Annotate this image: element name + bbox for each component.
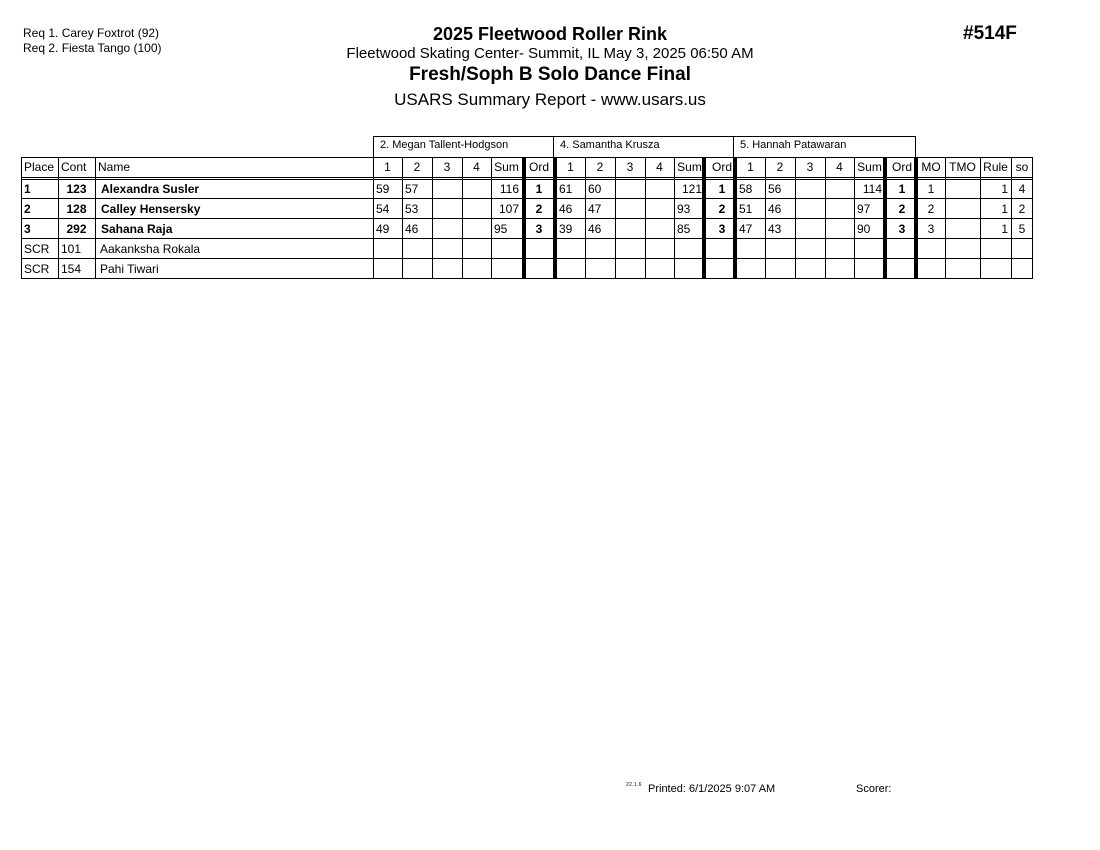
j1-s3-cell <box>432 180 462 200</box>
j3-ord-cell <box>888 260 916 280</box>
column-header-mo: MO <box>921 160 941 174</box>
j2-s2-cell <box>585 240 615 260</box>
cont-cell: 123 <box>66 182 87 196</box>
judge-header-2: 4. Samantha Krusza <box>553 136 734 158</box>
j1-s4-cell <box>462 200 491 220</box>
j2-s2-cell <box>585 260 615 280</box>
skater-name: Aakanksha Rokala <box>100 242 201 256</box>
j2-s3-cell <box>615 180 645 200</box>
j3-s2-cell <box>765 260 795 280</box>
competition-title: 2025 Fleetwood Roller Rink <box>432 24 668 44</box>
j3-sum-cell <box>854 260 885 280</box>
place-cell: 3 <box>24 222 31 236</box>
j3-ord-cell: 3 <box>898 222 906 236</box>
column-divider <box>585 157 586 279</box>
j1-s2-cell: 53 <box>405 202 419 216</box>
j2-s2-cell: 60 <box>588 182 602 196</box>
j1-s2-cell <box>402 240 432 260</box>
skater-name: Pahi Tiwari <box>100 262 159 276</box>
ord-column-border <box>883 158 887 279</box>
header-divider-2 <box>21 179 1033 180</box>
column-header-so: so <box>1015 160 1029 174</box>
mo-cell <box>917 240 945 260</box>
place-cell: 2 <box>24 202 31 216</box>
skater-name: Calley Hensersky <box>101 202 201 216</box>
mo-cell: 1 <box>927 182 935 196</box>
j2-s1-cell <box>556 260 585 280</box>
j3-sum-cell <box>854 240 885 260</box>
skater-name: Sahana Raja <box>101 222 173 236</box>
row-divider <box>21 278 1033 279</box>
ord-column-border <box>522 158 526 279</box>
event-number: #514F <box>963 23 1017 44</box>
j2-ord-cell: 1 <box>718 182 726 196</box>
required-dance-1: Req 1. Carey Foxtrot (92) <box>23 26 160 40</box>
row-divider <box>21 258 1033 259</box>
j3-s1-cell: 58 <box>739 182 753 196</box>
column-header-j2-s3: 3 <box>626 160 634 174</box>
so-cell: 4 <box>1018 182 1026 196</box>
rule-cell: 1 <box>1001 182 1008 196</box>
j2-s1-cell: 61 <box>559 182 573 196</box>
table-top-border <box>21 157 1033 158</box>
j2-sum-cell: 85 <box>677 222 691 236</box>
cont-cell: 292 <box>66 222 87 236</box>
j2-sum-cell: 121 <box>681 182 702 196</box>
column-divider <box>615 157 616 279</box>
column-header-rule: Rule <box>983 160 1008 174</box>
mo-cell: 3 <box>927 222 935 236</box>
j1-s2-cell: 57 <box>405 182 419 196</box>
j2-s4-cell <box>645 260 674 280</box>
j1-s3-cell <box>432 220 462 240</box>
j1-sum-cell: 95 <box>494 222 508 236</box>
j1-s2-cell <box>402 260 432 280</box>
column-divider <box>945 157 946 279</box>
row-divider <box>21 218 1033 219</box>
j2-s1-cell: 39 <box>559 222 573 236</box>
j1-s3-cell <box>432 200 462 220</box>
j2-s3-cell <box>615 200 645 220</box>
rule-cell <box>980 240 1011 260</box>
place-cell: 1 <box>24 182 31 196</box>
so-cell <box>1011 260 1033 280</box>
j3-sum-cell: 97 <box>857 202 871 216</box>
column-header-j3-s1: 1 <box>747 160 754 174</box>
column-divider <box>402 157 403 279</box>
venue-line: Fleetwood Skating Center- Summit, IL May 3, 2025 06:50 AM <box>346 45 754 62</box>
j3-s4-cell <box>825 200 854 220</box>
j3-s2-cell <box>765 240 795 260</box>
j3-ord-cell <box>888 240 916 260</box>
tmo-cell <box>945 200 980 220</box>
scorer-label: Scorer: <box>856 783 892 795</box>
column-header-j3-sum: Sum <box>857 160 882 174</box>
event-title: Fresh/Soph B Solo Dance Final <box>409 64 691 85</box>
j2-s4-cell <box>645 240 674 260</box>
j1-ord-cell: 1 <box>535 182 543 196</box>
column-header-j1-s3: 3 <box>443 160 451 174</box>
place-cell: SCR <box>24 262 50 276</box>
j1-ord-cell <box>525 260 553 280</box>
j1-s1-cell <box>373 260 402 280</box>
j3-s2-cell: 43 <box>768 222 782 236</box>
j3-s1-cell <box>736 260 765 280</box>
skater-name: Alexandra Susler <box>101 182 200 196</box>
j3-s4-cell <box>825 180 854 200</box>
tmo-cell <box>945 220 980 240</box>
cont-cell: 128 <box>66 202 87 216</box>
j3-s1-cell: 51 <box>739 202 753 216</box>
j3-s3-cell <box>795 200 825 220</box>
j1-s1-cell <box>373 240 402 260</box>
column-header-j2-s1: 1 <box>567 160 574 174</box>
j3-s3-cell <box>795 240 825 260</box>
column-header-j3-s3: 3 <box>806 160 814 174</box>
j1-s3-cell <box>432 260 462 280</box>
j2-s4-cell <box>645 220 674 240</box>
j2-s3-cell <box>615 240 645 260</box>
j2-s4-cell <box>645 200 674 220</box>
j2-s4-cell <box>645 180 674 200</box>
row-divider <box>21 238 1033 239</box>
column-divider <box>854 157 855 279</box>
column-header-j1-s2: 2 <box>413 160 421 174</box>
mo-cell <box>917 260 945 280</box>
column-divider <box>491 157 492 279</box>
j1-s4-cell <box>462 260 491 280</box>
j1-s4-cell <box>462 240 491 260</box>
j1-ord-cell: 3 <box>535 222 543 236</box>
report-title: USARS Summary Report - www.usars.us <box>394 90 706 109</box>
j3-s1-cell <box>736 240 765 260</box>
j3-ord-cell: 2 <box>898 202 906 216</box>
j1-sum-cell <box>491 260 522 280</box>
j3-s4-cell <box>825 220 854 240</box>
so-cell: 5 <box>1018 222 1026 236</box>
judge-header-3: 5. Hannah Patawaran <box>733 136 916 158</box>
j3-s3-cell <box>795 220 825 240</box>
j2-sum-cell <box>674 260 705 280</box>
tmo-cell <box>945 240 980 260</box>
so-cell: 2 <box>1018 202 1026 216</box>
cont-cell: 101 <box>61 242 82 256</box>
j3-s4-cell <box>825 260 854 280</box>
ord-column-border <box>702 158 706 279</box>
column-divider <box>765 157 766 279</box>
j2-ord-cell <box>708 240 736 260</box>
j2-s2-cell: 47 <box>588 202 602 216</box>
column-divider <box>462 157 463 279</box>
j3-sum-cell: 90 <box>857 222 871 236</box>
j3-ord-cell: 1 <box>898 182 906 196</box>
mo-cell: 2 <box>927 202 935 216</box>
required-dance-2: Req 2. Fiesta Tango (100) <box>23 41 162 55</box>
row-divider <box>21 198 1033 199</box>
column-header-cont: Cont <box>61 160 87 174</box>
j2-s3-cell <box>615 220 645 240</box>
header-divider <box>21 177 1033 178</box>
software-version: 22.1.6 <box>626 782 642 788</box>
j2-ord-cell: 3 <box>718 222 726 236</box>
j2-s2-cell: 46 <box>588 222 602 236</box>
column-header-j2-ord: Ord <box>711 160 732 174</box>
j2-sum-cell <box>674 240 705 260</box>
column-divider <box>58 157 59 279</box>
ord-column-border <box>733 158 737 279</box>
j3-s4-cell <box>825 240 854 260</box>
rule-cell: 1 <box>1001 222 1008 236</box>
j1-s1-cell: 49 <box>376 222 390 236</box>
tmo-cell <box>945 260 980 280</box>
j2-s3-cell <box>615 260 645 280</box>
rule-cell <box>980 260 1011 280</box>
j3-s3-cell <box>795 260 825 280</box>
column-divider <box>980 157 981 279</box>
column-header-j1-s4: 4 <box>473 160 480 174</box>
column-divider <box>1032 157 1033 279</box>
j2-ord-cell <box>708 260 736 280</box>
column-divider <box>674 157 675 279</box>
j1-ord-cell: 2 <box>535 202 543 216</box>
j1-s4-cell <box>462 220 491 240</box>
column-header-j1-ord: Ord <box>528 160 549 174</box>
ord-column-border <box>553 158 557 279</box>
rule-cell: 1 <box>1001 202 1008 216</box>
ord-column-border <box>914 158 918 279</box>
j3-s2-cell: 56 <box>768 182 782 196</box>
place-cell: SCR <box>24 242 50 256</box>
j3-s3-cell <box>795 180 825 200</box>
j1-s3-cell <box>432 240 462 260</box>
column-header-j3-s2: 2 <box>776 160 784 174</box>
j1-sum-cell <box>491 240 522 260</box>
column-header-j2-s2: 2 <box>596 160 604 174</box>
j3-s2-cell: 46 <box>768 202 782 216</box>
j3-s1-cell: 47 <box>739 222 753 236</box>
column-divider <box>645 157 646 279</box>
cont-cell: 154 <box>61 262 82 276</box>
j1-s2-cell: 46 <box>405 222 419 236</box>
j1-s1-cell: 54 <box>376 202 390 216</box>
column-header-name: Name <box>98 160 131 174</box>
so-cell <box>1011 240 1033 260</box>
j1-ord-cell <box>525 240 553 260</box>
j1-sum-cell: 116 <box>499 182 519 196</box>
column-header-j1-s1: 1 <box>384 160 391 174</box>
judge-header-1: 2. Megan Tallent-Hodgson <box>373 136 554 158</box>
column-header-j2-sum: Sum <box>677 160 702 174</box>
j2-s1-cell: 46 <box>559 202 573 216</box>
j1-sum-cell: 107 <box>498 202 519 216</box>
column-divider <box>21 157 22 279</box>
column-divider <box>432 157 433 279</box>
column-divider <box>825 157 826 279</box>
j3-sum-cell: 114 <box>862 182 882 196</box>
column-header-j3-s4: 4 <box>836 160 843 174</box>
j2-s1-cell <box>556 240 585 260</box>
column-divider <box>795 157 796 279</box>
column-header-j1-sum: Sum <box>494 160 519 174</box>
printed-timestamp: Printed: 6/1/2025 9:07 AM <box>648 783 776 795</box>
column-divider <box>1011 157 1012 279</box>
j2-sum-cell: 93 <box>677 202 691 216</box>
column-header-j3-ord: Ord <box>891 160 912 174</box>
column-divider <box>95 157 96 279</box>
j1-s1-cell: 59 <box>376 182 390 196</box>
column-divider <box>373 157 374 279</box>
j2-ord-cell: 2 <box>718 202 726 216</box>
column-header-tmo: TMO <box>949 160 976 174</box>
tmo-cell <box>945 180 980 200</box>
column-header-j2-s4: 4 <box>656 160 663 174</box>
column-header-place: Place <box>24 160 55 174</box>
j1-s4-cell <box>462 180 491 200</box>
